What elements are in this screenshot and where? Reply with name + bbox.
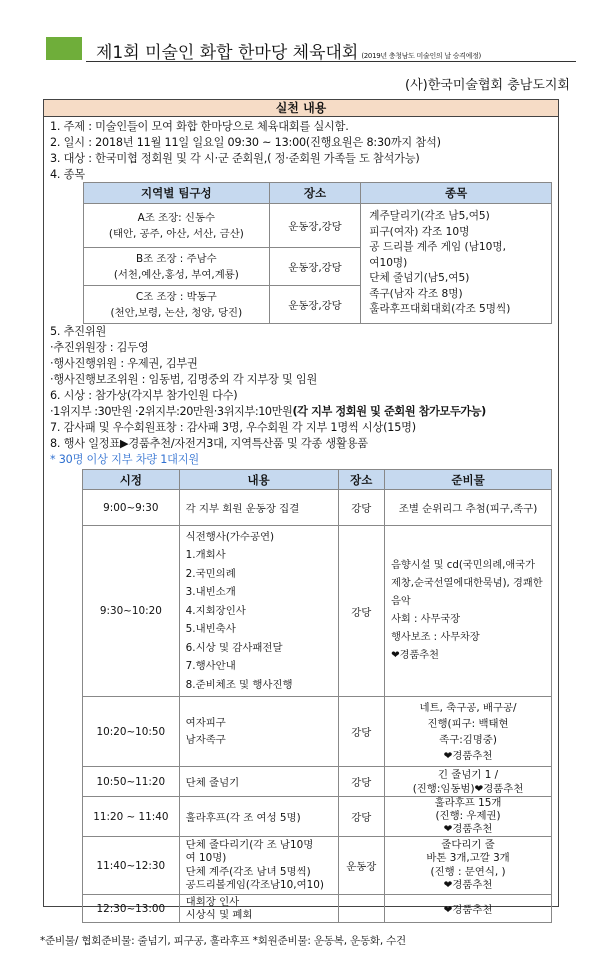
- teams-header-place: 장소: [269, 183, 361, 204]
- prep-line: 네트, 축구공, 배구공/: [419, 701, 517, 714]
- prep-line: 제창,순국선열에대한묵념), 경쾌한: [391, 578, 543, 589]
- item-target: 3. 대상 : 한국미협 정회원 및 각 시·군 준회원,( 정·준회원 가족들 도 참석가능): [50, 152, 420, 165]
- schedule-prep: [385, 895, 552, 923]
- content-line: 단체 줄넘기: [185, 777, 240, 789]
- prep-line: ❤경품추천: [443, 823, 493, 835]
- table-row: [83, 767, 552, 797]
- prep-line: 행사보조 : 사무차장: [391, 632, 480, 643]
- title-underline: [86, 61, 576, 62]
- table-row: [83, 526, 552, 697]
- content-line: 식전행사(가수공연): [185, 530, 275, 543]
- event-line: 훌라후프대회대회(각조 5명씩): [369, 303, 511, 316]
- content-line: 대회장 인사: [185, 896, 240, 908]
- schedule-time: 10:20~10:50: [83, 697, 180, 767]
- table-row: [84, 204, 552, 248]
- item-prizes: [50, 403, 486, 419]
- content-line: 7.행사안내: [185, 660, 236, 673]
- team-regions: (천안,보령, 논산, 청양, 당진): [110, 306, 243, 319]
- table-row: [83, 697, 552, 767]
- item-committee: 5. 추진위원: [50, 325, 107, 338]
- table-row: [83, 837, 552, 895]
- prep-line: 사회 : 사무국장: [391, 614, 461, 625]
- teams-header-events: 종목: [361, 183, 552, 204]
- event-line: 단체 줄넘기(남5,여5): [369, 272, 470, 285]
- schedule-place: 강당: [338, 797, 385, 837]
- table-row: [83, 895, 552, 923]
- content-line: 여자피구: [185, 716, 226, 729]
- schedule-place: [338, 895, 385, 923]
- prep-line: 음향시설 및 cd(국민의례,애국가: [391, 560, 535, 571]
- item-awards: 6. 시상 : 참가상(각지부 참가인원 다수): [50, 389, 238, 402]
- prep-line: (진행 : 문연식, ): [430, 865, 506, 878]
- schedule-place: 강당: [338, 697, 385, 767]
- event-line: 공 드리블 계주 게임 (남10명,: [369, 241, 507, 254]
- team-leader: A조 조장: 신동수: [137, 211, 216, 224]
- content-line: 남자족구: [185, 733, 226, 746]
- item-committee-chair: ·추진위원장 : 김두영: [50, 341, 149, 354]
- prep-line: 조별 순위리그 추첨(피구,족구): [398, 503, 538, 515]
- prep-line: ❤경품추천: [443, 749, 493, 762]
- table-row: [83, 797, 552, 837]
- title-text: 제1회 미술인 화합 한마당 체육대회: [96, 43, 359, 63]
- prep-line: 바톤 3개,고깔 3개: [426, 852, 510, 864]
- content-line: 시상식 및 폐회: [185, 908, 253, 921]
- team-cell: [84, 286, 270, 324]
- teams-table: [83, 182, 552, 324]
- content-line: 훌라후프(각 조 여성 5명): [185, 812, 301, 824]
- team-cell: [84, 248, 270, 286]
- schedule-content: [179, 895, 338, 923]
- title-note: (2019년 충청남도 미술인의 날 승격예정): [361, 52, 481, 60]
- title-accent-block: [46, 37, 82, 60]
- content-line: 여 10명): [185, 852, 227, 864]
- prep-line: (진행: 우제권): [435, 810, 501, 822]
- schedule-place: 강당: [338, 767, 385, 797]
- schedule-prep: [385, 767, 552, 797]
- schedule-table: [82, 469, 552, 923]
- prep-line: ❤경품추천: [443, 904, 493, 916]
- schedule-header-place: 장소: [338, 470, 385, 490]
- content-line: 각 지부 회원 운동장 집결: [185, 503, 300, 515]
- item-committee-staff: ·행사진행위원 : 우제권, 김부권: [50, 357, 198, 370]
- schedule-time: 10:50~11:20: [83, 767, 180, 797]
- prep-line: ❤경품추천: [391, 650, 439, 661]
- team-place: 운동장,강당: [269, 204, 361, 248]
- team-regions: (태안, 공주, 아산, 서산, 금산): [108, 227, 244, 240]
- item-plaques: 7. 감사패 및 우수회원표창 : 감사패 3명, 우수회원 각 지부 1명씩 시상(15명): [50, 421, 416, 434]
- schedule-header-time: 시정: [83, 470, 180, 490]
- schedule-place: 강당: [338, 490, 385, 526]
- content-box: [43, 99, 559, 921]
- schedule-content: [179, 697, 338, 767]
- content-line: 1.개회사: [185, 549, 226, 562]
- teams-header-group: 지역별 팀구성: [84, 183, 270, 204]
- prize-eligibility: (각 지부 정회원 및 준회원 참가모두가능): [292, 405, 486, 418]
- content-line: 8.준비체조 및 행사진행: [185, 678, 293, 691]
- schedule-content: [179, 526, 338, 697]
- item-date: 2. 일시 : 2018년 11월 11일 일요일 09:30 ~ 13:00(진행요원은 8:30까지 참석): [50, 136, 441, 149]
- schedule-content: [179, 837, 338, 895]
- content-line: 공드리볼게임(각조남10,여10): [185, 879, 324, 891]
- content-line: 단체 줄다리기(각 조 남10명: [185, 838, 314, 851]
- content-line: 4.지회장인사: [185, 604, 246, 617]
- item-committee-assist: ·행사진행보조위원 : 임동범, 김명중외 각 지부장 및 임원: [50, 373, 318, 386]
- schedule-place: 운동장: [338, 837, 385, 895]
- schedule-header-prep: 준비물: [385, 470, 552, 490]
- item-theme: 1. 주제 : 미술인들이 모여 화합 한마당으로 체육대회를 실시함.: [50, 120, 349, 133]
- event-line: 여10명): [369, 256, 408, 269]
- event-line: 계주달리기(각조 남5,여5): [369, 210, 490, 223]
- team-cell: [84, 204, 270, 248]
- schedule-place: 강당: [338, 526, 385, 697]
- schedule-time: 11:20 ~ 11:40: [83, 797, 180, 837]
- prep-line: 진행(피구: 백태현: [427, 717, 509, 730]
- table-row: [83, 490, 552, 526]
- page-title: [96, 38, 481, 63]
- schedule-content: [179, 797, 338, 837]
- section-heading: 실천 내용: [44, 100, 558, 117]
- event-line: 피구(여자) 각조 10명: [369, 225, 470, 238]
- content-line: 단체 계주(각조 남녀 5명씩): [185, 865, 311, 878]
- prep-line: (진행:임동범)❤경품추천: [412, 782, 524, 795]
- item-events-heading: 4. 종목: [50, 168, 85, 181]
- events-cell: [361, 204, 552, 324]
- supplies-footnote: *준비물/ 협회준비물: 줄넘기, 피구공, 훌라후프 *회원준비물: 운동복, 운동화, 수건: [40, 935, 406, 947]
- schedule-prep: [385, 526, 552, 697]
- vehicle-support-note: * 30명 이상 지부 차량 1대지원: [50, 453, 199, 466]
- content-line: 5.내빈축사: [185, 623, 236, 636]
- schedule-content: [179, 490, 338, 526]
- team-leader: B조 조장 : 주남수: [135, 252, 217, 265]
- team-regions: (서천,예산,홍성, 부여,계룡): [113, 268, 239, 281]
- content-line: 3.내빈소개: [185, 586, 236, 599]
- team-leader: C조 조장 : 박동구: [135, 290, 217, 303]
- prep-line: 줄다리기 줄: [441, 838, 495, 851]
- schedule-time: 12:30~13:00: [83, 895, 180, 923]
- organization-name: (사)한국미술협회 충남도지회: [405, 78, 570, 93]
- schedule-time: 11:40~12:30: [83, 837, 180, 895]
- prep-line: 족구:김명중): [439, 733, 497, 746]
- content-line: 6.시상 및 감사패전달: [185, 641, 283, 654]
- prep-line: ❤경품추천: [443, 879, 493, 891]
- schedule-prep: [385, 837, 552, 895]
- schedule-prep: [385, 490, 552, 526]
- item-schedule-heading: 8. 행사 일정표▶경품추천/자전거3대, 지역특산품 및 각종 생활용품: [50, 437, 368, 450]
- schedule-time: 9:30~10:20: [83, 526, 180, 697]
- prep-line: 음악: [391, 596, 411, 607]
- schedule-prep: [385, 797, 552, 837]
- schedule-time: 9:00~9:30: [83, 490, 180, 526]
- team-place: 운동장,강당: [269, 248, 361, 286]
- prep-line: 긴 줄넘기 1 /: [437, 768, 499, 781]
- event-line: 족구(남자 각조 8명): [369, 287, 463, 300]
- schedule-content: [179, 767, 338, 797]
- content-line: 2.국민의례: [185, 567, 236, 580]
- prep-line: 훌라후프 15개: [434, 797, 502, 809]
- schedule-prep: [385, 697, 552, 767]
- schedule-header-content: 내용: [179, 470, 338, 490]
- prize-amounts: ·1위지부 :30만원 ·2위지부:20만원·3위지부:10만원: [50, 405, 293, 418]
- team-place: 운동장,강당: [269, 286, 361, 324]
